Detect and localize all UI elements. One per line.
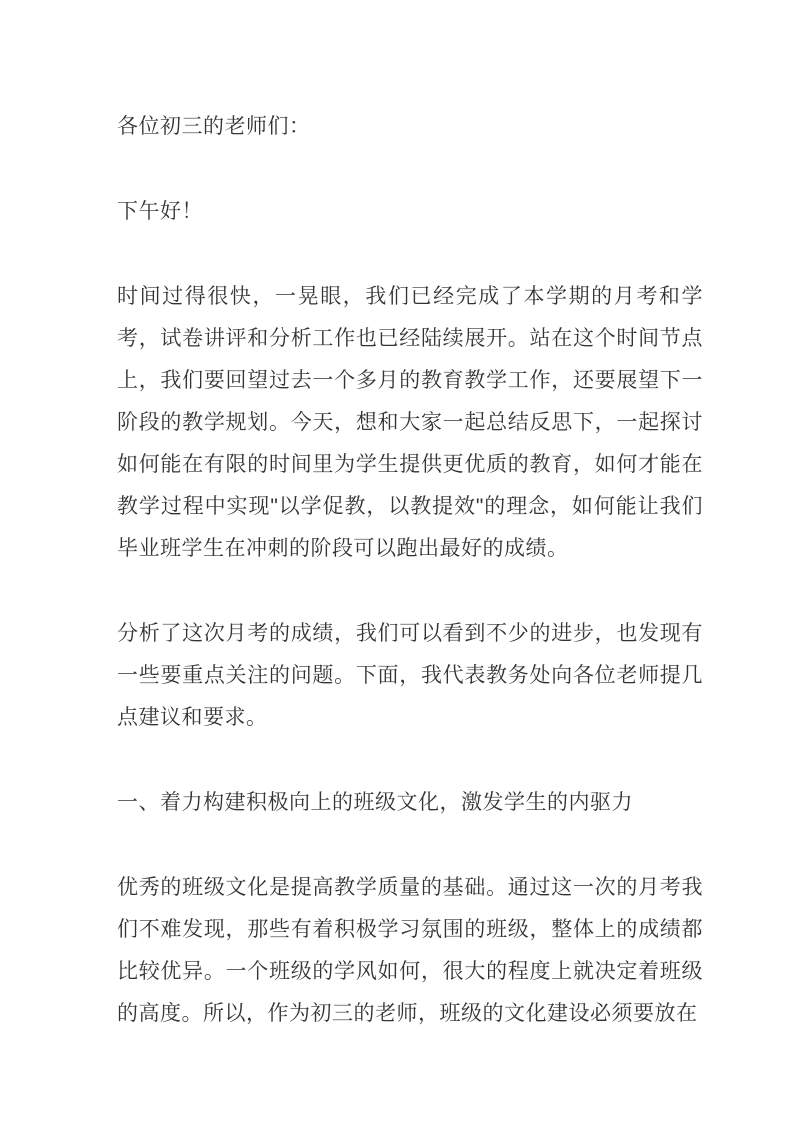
greeting-line: 下午好！ [117, 200, 203, 223]
paragraph-1: 时间过得很快，一晃眼，我们已经完成了本学期的月考和学考，试卷讲评和分析工作也已经陆续展开。站在这个时间节点上，我们要回望过去一个多月的教育教学工作，还要展望下一阶段的教学规划。今天，想和大家一起总结反思下，一起探讨如何能在有限的时间里为学生提供更优质的教育，如何才能在教学过程中实现"以学促教，以教提效"的理念，如何能让我们毕业班学生在冲刺的阶段可以跑出最好的成绩。 [117, 285, 703, 560]
paragraph-3: 优秀的班级文化是提高教学质量的基础。通过这一次的月考我们不难发现，那些有着积极学习氛围的班级，整体上的成绩都比较优异。一个班级的学风如何，很大的程度上就决定着班级的高度。所以，作为初三的老师，班级的文化建设必须要放在 [117, 876, 703, 1025]
salutation-line: 各位初三的老师们： [117, 115, 311, 138]
section-heading-1: 一、着力构建积极向上的班级文化，激发学生的内驱力 [117, 791, 633, 814]
document-body [117, 106, 703, 1035]
paragraph-2: 分析了这次月考的成绩，我们可以看到不少的进步，也发现有一些要重点关注的问题。下面，我代表教务处向各位老师提几点建议和要求。 [117, 622, 703, 729]
